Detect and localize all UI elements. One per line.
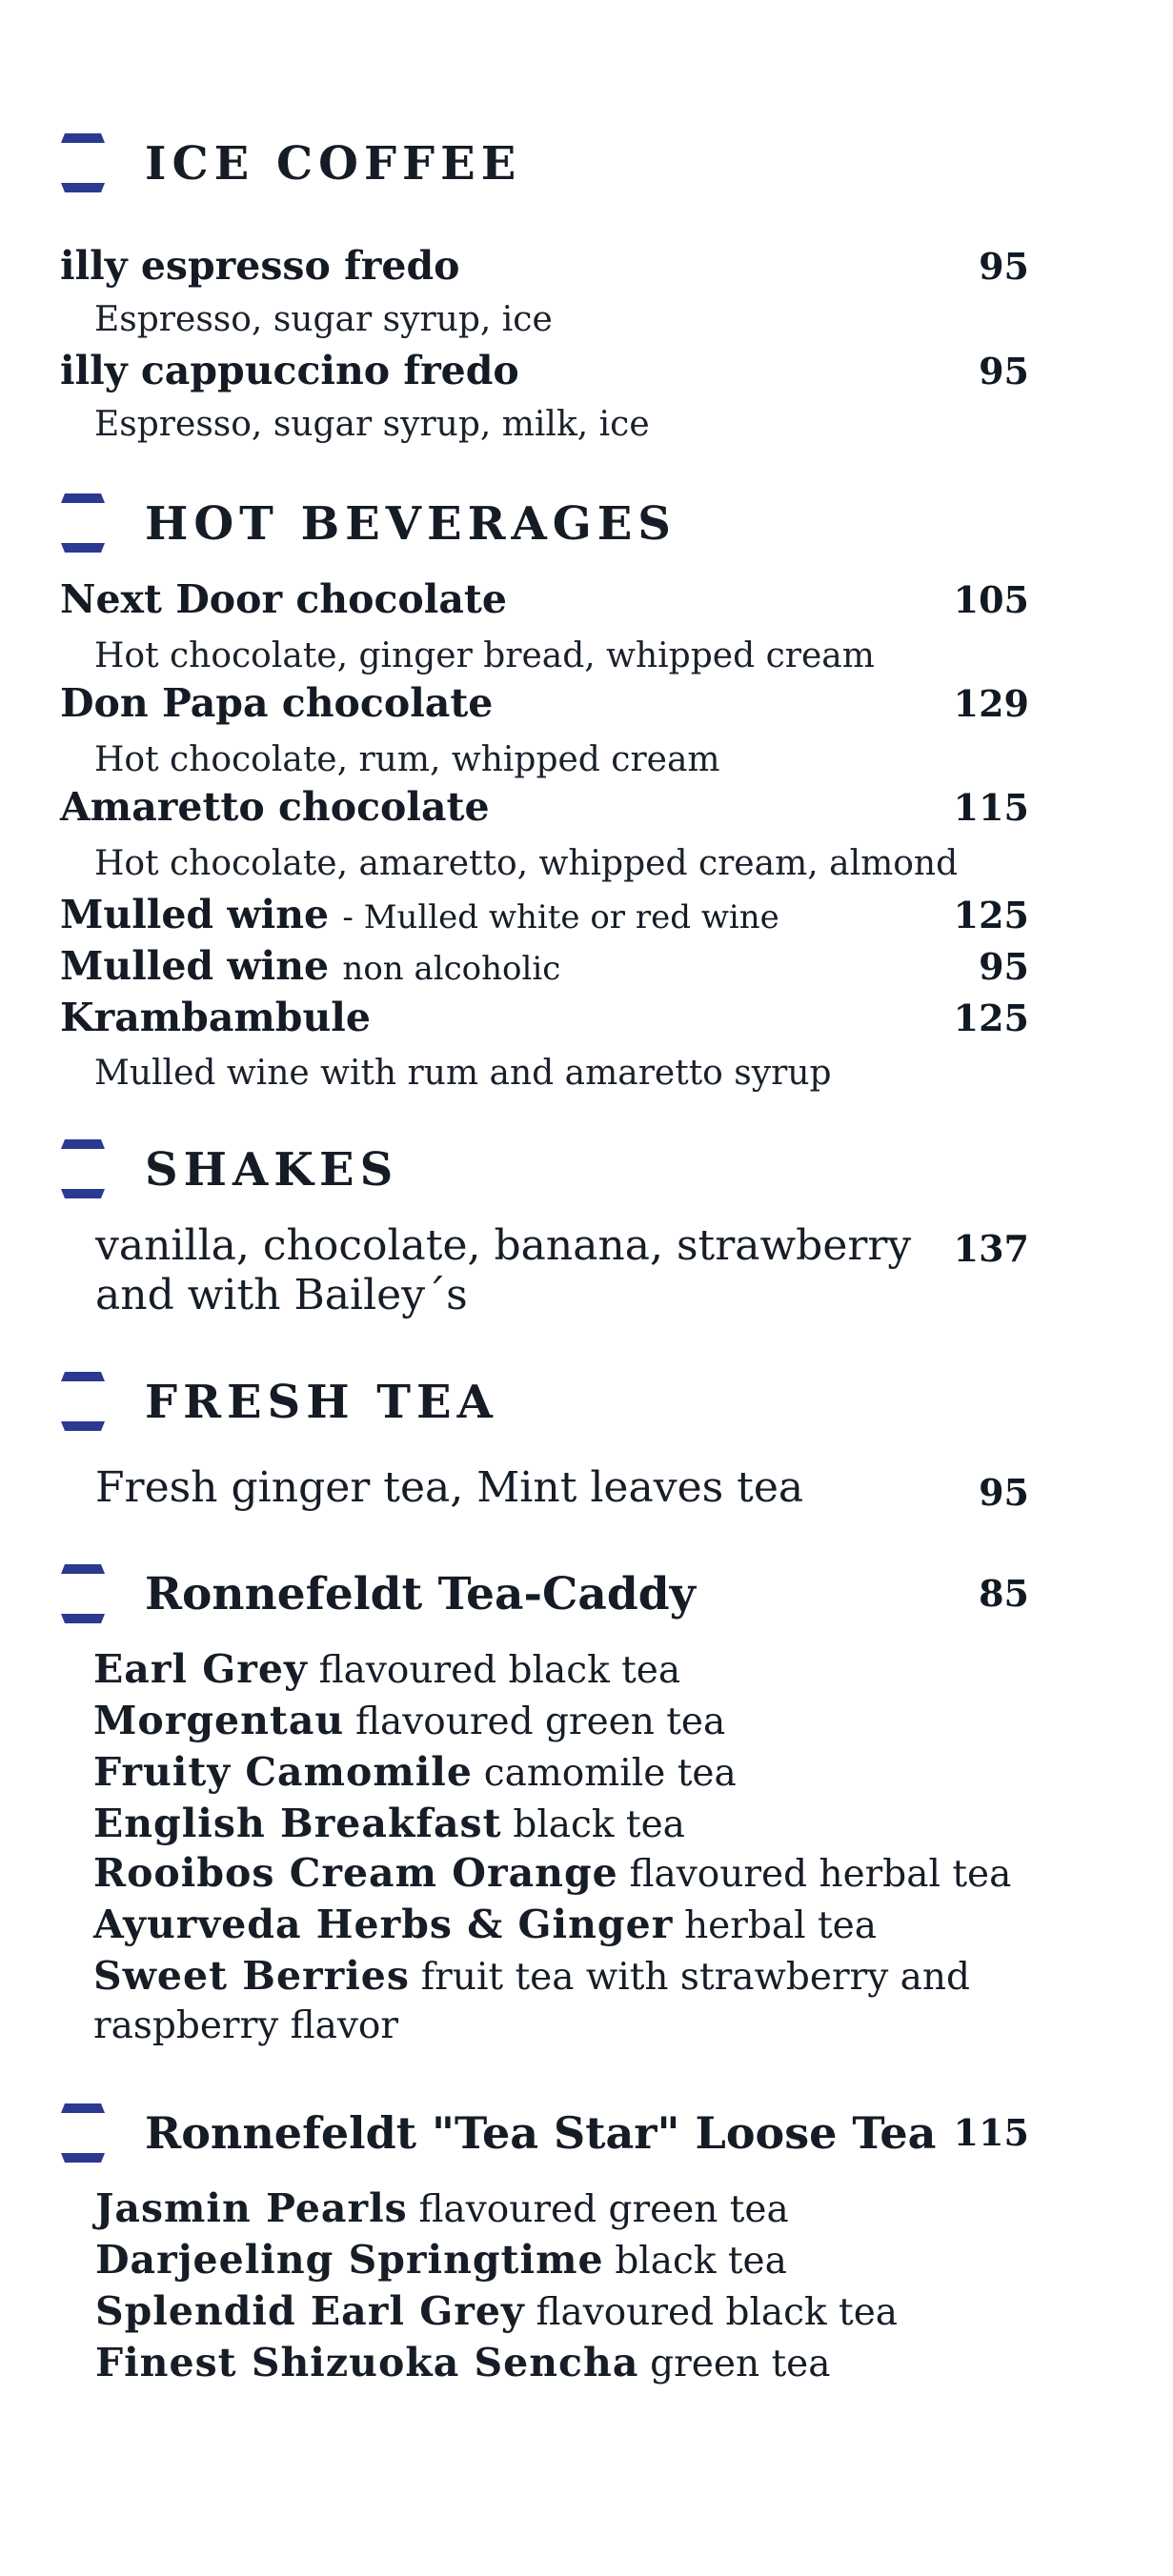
section-title: Ronnefeldt "Tea Star" Loose Tea: [145, 2107, 937, 2159]
item-description: Espresso, sugar syrup, milk, ice: [94, 405, 650, 444]
section-marker-icon: [59, 1139, 107, 1198]
section-marker-icon: [59, 1372, 107, 1431]
tea-description: flavoured black tea: [318, 1649, 681, 1692]
section-marker-icon: [59, 2103, 107, 2163]
item-name: illy cappuccino fredo: [60, 348, 519, 393]
item-name: [60, 892, 779, 937]
item-description-row: [0, 1054, 1173, 1107]
tea-description: black tea: [513, 1803, 685, 1846]
tea-description: flavoured black tea: [536, 2291, 899, 2334]
item-description: Hot chocolate, amaretto, whipped cream, almond: [94, 844, 959, 883]
item-name: illy espresso fredo: [60, 243, 460, 289]
fresh-tea-price: 95: [979, 1471, 1029, 1514]
tea-item: [93, 1749, 737, 1795]
shakes-baileys-line: and with Bailey´s: [95, 1271, 468, 1319]
item-description-row: [0, 300, 1173, 353]
tea-description-continuation: [93, 2004, 398, 2047]
item-price: 125: [953, 894, 1029, 936]
tea-description: herbal tea: [684, 1904, 877, 1947]
tea-name: English Breakfast: [93, 1801, 502, 1846]
item-name-text: Mulled wine: [60, 943, 330, 989]
fresh-tea-line: Fresh ginger tea, Mint leaves tea: [95, 1463, 804, 1512]
tea-item: [93, 1850, 1011, 1896]
item-price: 95: [979, 245, 1029, 288]
tea-name: Finest Shizuoka Sencha: [95, 2340, 639, 2385]
item-description: Hot chocolate, ginger bread, whipped cream: [94, 636, 875, 675]
section-marker-icon: [59, 493, 107, 553]
item-name: Next Door chocolate: [60, 576, 507, 622]
item-inline-description: non alcoholic: [342, 950, 561, 988]
item-name: [60, 943, 560, 989]
tea-item: [95, 2237, 787, 2283]
item-description: Espresso, sugar syrup, ice: [94, 300, 553, 339]
tea-name: Earl Grey: [93, 1646, 308, 1692]
shakes-flavors-line: vanilla, chocolate, banana, strawberry: [95, 1221, 912, 1270]
menu-item: [0, 576, 1173, 630]
menu-item: [0, 243, 1173, 296]
item-price: 95: [979, 945, 1029, 988]
tea-star-price: 115: [953, 2111, 1029, 2154]
item-price: 105: [953, 578, 1029, 621]
tea-item: [93, 1801, 685, 1846]
section-marker-icon: [59, 1564, 107, 1623]
tea-item: [95, 2340, 830, 2385]
item-name: Krambambule: [60, 995, 371, 1040]
item-description-row: [0, 405, 1173, 458]
tea-description: raspberry flavor: [93, 2004, 399, 2047]
menu-item: [0, 943, 1173, 996]
tea-name: Fruity Camomile: [93, 1749, 473, 1795]
menu-item: [0, 784, 1173, 837]
tea-caddy-price: 85: [979, 1572, 1029, 1615]
tea-description: black tea: [615, 2240, 787, 2283]
tea-description: green tea: [650, 2343, 831, 2385]
tea-description: fruit tea with strawberry and: [420, 1956, 970, 1999]
item-name: Don Papa chocolate: [60, 680, 494, 726]
item-name-text: Mulled wine: [60, 892, 330, 937]
item-inline-description: - Mulled white or red wine: [342, 898, 779, 936]
tea-name: Rooibos Cream Orange: [93, 1850, 618, 1896]
section-title: HOT BEVERAGES: [145, 497, 677, 551]
tea-item: [93, 1902, 877, 1947]
tea-name: Ayurveda Herbs & Ginger: [93, 1902, 674, 1947]
section-marker-icon: [59, 133, 107, 192]
section-title: ICE COFFEE: [145, 137, 522, 191]
tea-description: flavoured green tea: [354, 1701, 726, 1743]
section-title: Ronnefeldt Tea-Caddy: [145, 1568, 696, 1620]
item-description-row: [0, 844, 1173, 897]
menu-item: [0, 680, 1173, 734]
menu-item: [0, 995, 1173, 1048]
item-description: Mulled wine with rum and amaretto syrup: [94, 1054, 832, 1093]
section-title: FRESH TEA: [145, 1376, 498, 1429]
item-description: Hot chocolate, rum, whipped cream: [94, 740, 720, 779]
tea-item: [95, 2185, 789, 2231]
tea-description: flavoured herbal tea: [629, 1853, 1012, 1896]
item-price: 95: [979, 350, 1029, 392]
tea-name: Morgentau: [93, 1698, 345, 1743]
tea-item: [95, 2288, 898, 2334]
tea-item: [93, 1953, 970, 1999]
tea-description: camomile tea: [483, 1752, 737, 1795]
tea-name: Sweet Berries: [93, 1953, 410, 1999]
item-price: 115: [953, 786, 1029, 829]
tea-name: Jasmin Pearls: [95, 2185, 408, 2231]
item-price: 125: [953, 996, 1029, 1039]
shakes-price: 137: [953, 1227, 1029, 1270]
section-title: SHAKES: [145, 1143, 399, 1197]
menu-item: [0, 892, 1173, 945]
tea-description: flavoured green tea: [418, 2188, 789, 2231]
tea-item: [93, 1646, 680, 1692]
item-price: 129: [953, 682, 1029, 725]
tea-name: Splendid Earl Grey: [95, 2288, 525, 2334]
tea-item: [93, 1698, 725, 1743]
tea-name: Darjeeling Springtime: [95, 2237, 604, 2283]
menu-item: [0, 348, 1173, 401]
item-name: Amaretto chocolate: [60, 784, 490, 830]
